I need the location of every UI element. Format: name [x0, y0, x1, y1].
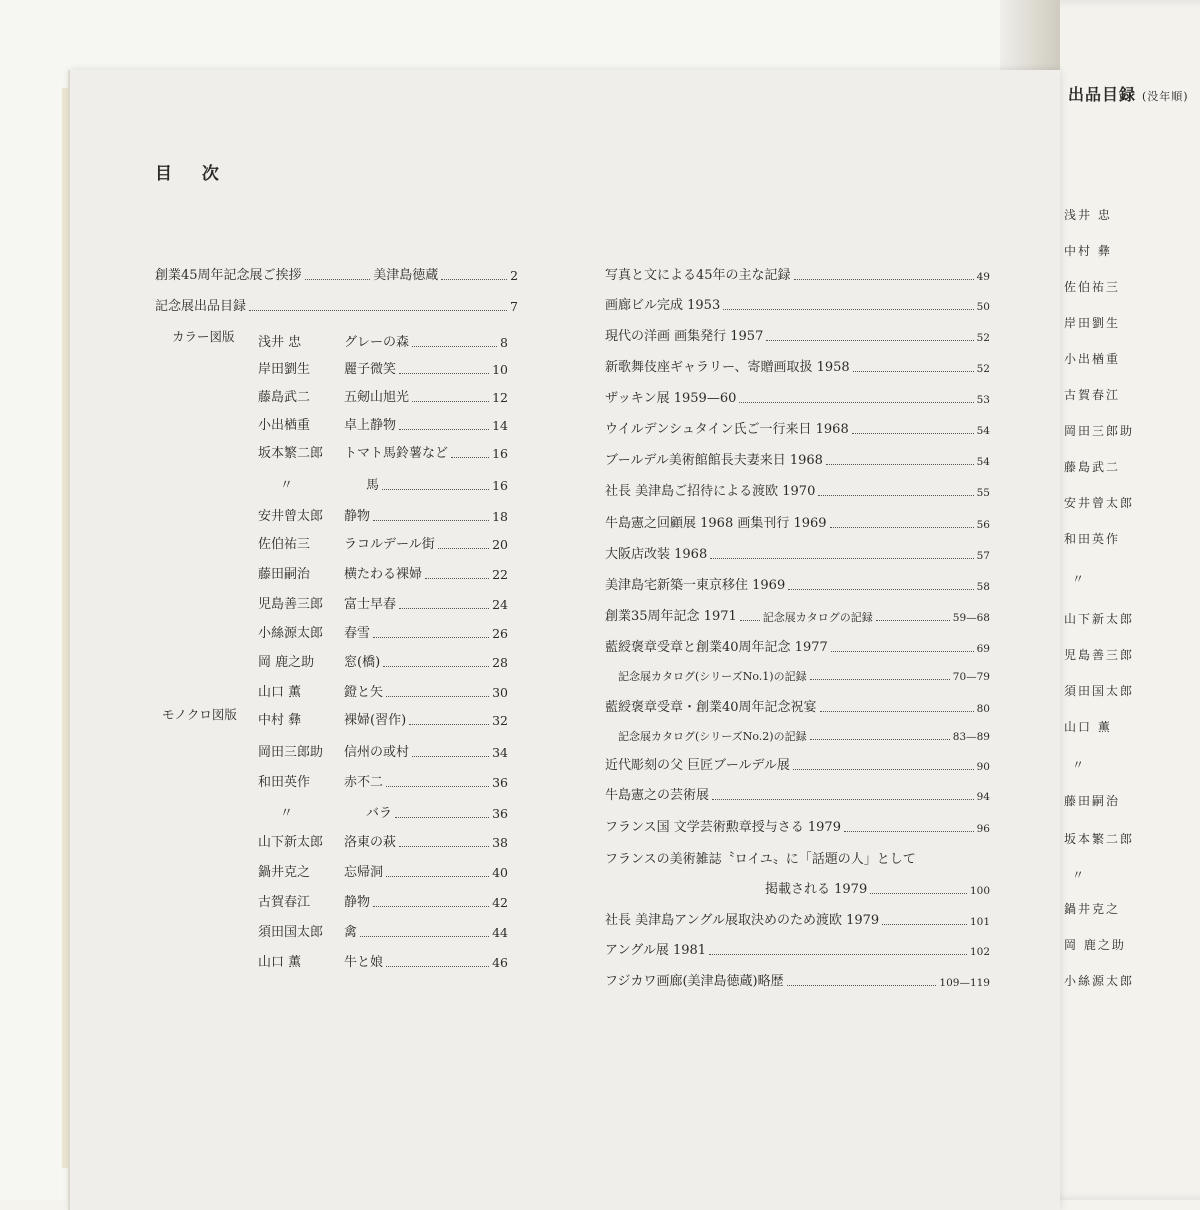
leader-dots	[831, 650, 974, 652]
page-title: 目 次	[155, 164, 231, 184]
leader-dots	[412, 755, 489, 757]
record-entry	[605, 905, 990, 927]
page-number: 34	[492, 744, 508, 760]
record-entry	[605, 935, 990, 957]
page-number: 94	[976, 790, 990, 803]
plate-title: 横たわる裸婦	[344, 567, 423, 582]
page-number: 40	[492, 864, 508, 880]
page-number: 100	[969, 884, 990, 897]
plate-title: 麗子微笑	[344, 362, 397, 377]
leader-dots	[441, 278, 507, 280]
entry-text: 写真と文による45年の主な記録	[605, 268, 791, 283]
facing-name: 岸田劉生	[1064, 316, 1121, 330]
leader-dots	[451, 456, 489, 458]
page-number: 57	[976, 549, 990, 562]
facing-name: 藤田嗣治	[1064, 794, 1121, 808]
plate-title: グレーの森	[344, 335, 410, 350]
plate-artist: 浅井 忠	[258, 335, 302, 350]
plate-artist: 鍋井克之	[258, 865, 311, 880]
entry-text: ザッキン展 1959—60	[605, 391, 737, 406]
entry-text: 藍綬褒章受章と創業40周年記念 1977	[605, 640, 828, 655]
record-entry	[605, 321, 990, 343]
leader-dots	[794, 278, 974, 280]
record-entry	[605, 383, 990, 405]
page-number: 24	[492, 596, 508, 612]
entry-text: 牛島憲之の芸術展	[605, 788, 710, 803]
plate-artist: 小出楢重	[258, 418, 311, 433]
leader-dots	[386, 875, 489, 877]
facing-name: 山下新太郎	[1064, 612, 1135, 626]
plate-entry	[258, 827, 508, 849]
leader-dots	[249, 309, 507, 311]
leader-dots	[386, 695, 489, 697]
facing-name: 〃	[1072, 758, 1085, 772]
plate-title: 窓(橋)	[344, 655, 381, 670]
leader-dots	[830, 526, 974, 528]
page-number: 32	[492, 712, 508, 728]
leader-dots	[882, 923, 967, 925]
page-number: 38	[492, 834, 508, 850]
leader-dots	[412, 345, 497, 347]
leader-dots	[740, 619, 760, 621]
page-number: 12	[492, 389, 508, 405]
page-number: 53	[976, 393, 990, 406]
record-entry	[618, 720, 990, 742]
record-entry	[605, 844, 990, 866]
plate-entry	[258, 705, 508, 727]
plate-artist: 安井曾太郎	[258, 509, 324, 524]
page-number: 2	[510, 267, 519, 283]
plate-artist: 山口 薫	[258, 955, 302, 970]
plate-artist: 藤田嗣治	[258, 567, 311, 582]
entry-text: 新歌舞伎座ギャラリー、寄贈画取扱 1958	[605, 360, 850, 375]
leader-dots	[852, 432, 974, 434]
page-number: 22	[492, 566, 508, 582]
plate-artist: 佐伯祐三	[258, 537, 311, 552]
record-entry	[605, 812, 990, 834]
leader-dots	[386, 965, 489, 967]
plate-artist: 小絲源太郎	[258, 626, 324, 641]
leader-dots	[826, 463, 974, 465]
record-entry	[605, 966, 990, 988]
plate-artist: 和田英作	[258, 775, 311, 790]
plate-entry	[258, 501, 508, 523]
plate-title: バラ	[366, 806, 393, 821]
leader-dots	[788, 588, 973, 590]
page-number: 10	[492, 361, 508, 377]
page-number: 59—68	[952, 611, 990, 624]
page-number: 30	[492, 684, 508, 700]
plate-title: 春雪	[344, 626, 371, 641]
plate-title: 富士早春	[344, 597, 397, 612]
record-entry	[605, 352, 990, 374]
facing-name: 児島善三郎	[1064, 648, 1135, 662]
plate-title: 牛と娘	[344, 955, 384, 970]
leader-dots	[710, 557, 973, 559]
plate-title: トマト馬鈴薯など	[344, 446, 449, 461]
page-number: 50	[976, 300, 990, 313]
plate-title: 洛東の萩	[344, 835, 397, 850]
plate-entry	[258, 438, 508, 460]
plate-entry	[258, 529, 508, 551]
page-number: 69	[976, 642, 990, 655]
plate-artist: 岸田劉生	[258, 362, 311, 377]
facing-name: 藤島武二	[1064, 460, 1121, 474]
plate-artist: 児島善三郎	[258, 597, 324, 612]
facing-name: 〃	[1072, 868, 1085, 882]
leader-dots	[399, 372, 489, 374]
toc-entry	[155, 291, 518, 313]
page-number: 90	[976, 760, 990, 773]
entry-text: 記念展カタログ(シリーズNo.1)の記録	[618, 670, 807, 683]
record-entry	[605, 539, 990, 561]
category-mono-plates: モノクロ図版	[162, 707, 237, 722]
leader-dots	[438, 547, 489, 549]
facing-name: 山口 薫	[1064, 720, 1112, 734]
entry-text: 社長 美津島ご招待による渡欧 1970	[605, 484, 816, 499]
record-entry	[605, 445, 990, 467]
leader-dots	[383, 665, 489, 667]
entry-text: 大阪店改装 1968	[605, 547, 708, 562]
entry-text: 社長 美津島アングル展取決めのため渡欧 1979	[605, 913, 880, 928]
page-number: 102	[969, 945, 990, 958]
plate-entry	[258, 887, 508, 909]
entry-text: フランスの美術雑誌〝ロイユ〟に「話題の人」として	[605, 852, 916, 867]
leader-dots	[723, 308, 973, 310]
entry-author: 美津島徳蔵	[373, 268, 439, 283]
record-entry	[605, 632, 990, 654]
leader-dots	[409, 723, 489, 725]
entry-text: 記念展出品目録	[155, 299, 247, 314]
page-number: 16	[492, 445, 508, 461]
entry-text: 藍綬褒章受章・創業40周年記念祝宴	[605, 700, 817, 715]
facing-subtitle: (没年順)	[1142, 90, 1189, 103]
facing-name: 古賀春江	[1064, 388, 1121, 402]
entry-text: 現代の洋画 画集発行 1957	[605, 329, 764, 344]
record-entry	[605, 750, 990, 772]
page-number: 49	[976, 270, 990, 283]
facing-page-title	[1068, 82, 1189, 105]
page-number: 80	[976, 702, 990, 715]
plate-entry	[258, 917, 508, 939]
leader-dots	[373, 636, 489, 638]
entry-text: 美津島宅新築一東京移住 1969	[605, 578, 786, 593]
plate-title: ラコルデール街	[344, 537, 435, 552]
entry-text: 近代彫刻の父 巨匠ブールデル展	[605, 758, 790, 773]
plate-entry	[258, 327, 508, 349]
plate-entry	[258, 798, 508, 820]
plate-artist: 岡田三郎助	[258, 745, 324, 760]
leader-dots	[382, 488, 489, 490]
leader-dots	[818, 494, 973, 496]
facing-name: 小絲源太郎	[1064, 974, 1135, 988]
plate-title: 静物	[344, 895, 371, 910]
toc-entry	[155, 260, 518, 282]
page-number: 18	[492, 508, 508, 524]
plate-title: 鐙と矢	[344, 685, 384, 700]
leader-dots	[820, 710, 974, 712]
leader-dots	[870, 892, 967, 894]
page-number: 36	[492, 805, 508, 821]
record-entry	[605, 508, 990, 530]
leader-dots	[853, 370, 974, 372]
record-entry	[605, 570, 990, 592]
plate-artist: 中村 彝	[258, 713, 302, 728]
leader-dots	[844, 830, 974, 832]
page-number: 56	[976, 518, 990, 531]
facing-name: 中村 彝	[1064, 244, 1112, 258]
plate-artist: 藤島武二	[258, 390, 311, 405]
leader-dots	[766, 339, 973, 341]
page-number: 52	[976, 331, 990, 344]
leader-dots	[373, 905, 489, 907]
facing-name: 佐伯祐三	[1064, 280, 1121, 294]
facing-name: 浅井 忠	[1064, 208, 1112, 222]
plate-title: 静物	[344, 509, 371, 524]
entry-text: 創業45周年記念展ご挨拶	[155, 268, 302, 283]
leader-dots	[425, 577, 489, 579]
facing-page	[1038, 0, 1200, 1200]
page-number: 44	[492, 924, 508, 940]
plate-title: 忘帰洞	[344, 865, 384, 880]
leader-dots	[712, 798, 974, 800]
page-number: 83—89	[952, 730, 990, 743]
plate-artist: 須田国太郎	[258, 925, 324, 940]
leader-dots	[810, 678, 950, 680]
page-number: 101	[969, 915, 990, 928]
page-number: 109—119	[939, 976, 990, 989]
entry-text: 掲載される 1979	[765, 882, 868, 897]
plate-artist: 山口 薫	[258, 685, 302, 700]
plate-artist: 坂本繁二郎	[258, 446, 324, 461]
record-entry	[765, 874, 990, 896]
leader-dots	[793, 768, 974, 770]
page-number: 14	[492, 417, 508, 433]
leader-dots	[373, 519, 489, 521]
plate-entry	[258, 559, 508, 581]
page-number: 58	[976, 580, 990, 593]
plate-entry	[258, 354, 508, 376]
plate-entry	[258, 857, 508, 879]
entry-text: 記念展カタログ(シリーズNo.2)の記録	[618, 730, 807, 743]
plate-title: 禽	[344, 925, 358, 940]
plate-entry	[258, 589, 508, 611]
record-entry	[605, 260, 990, 282]
entry-text: 画廊ビル完成 1953	[605, 298, 721, 313]
facing-name: 坂本繁二郎	[1064, 832, 1135, 846]
leader-dots	[412, 400, 489, 402]
leader-dots	[399, 845, 489, 847]
page-number: 36	[492, 774, 508, 790]
record-entry	[605, 692, 990, 714]
plate-entry	[258, 947, 508, 969]
plate-title: 裸婦(習作)	[344, 713, 407, 728]
plate-entry	[258, 382, 508, 404]
entry-text: 牛島憲之回顧展 1968 画集刊行 1969	[605, 516, 827, 531]
record-entry	[605, 601, 990, 623]
page-number: 16	[492, 477, 508, 493]
entry-text: ブールデル美術館館長夫妻来日 1968	[605, 453, 823, 468]
record-entry	[605, 476, 990, 498]
plate-artist: 山下新太郎	[258, 835, 324, 850]
plate-title: 卓上静物	[344, 418, 397, 433]
leader-dots	[810, 738, 950, 740]
page-number: 46	[492, 954, 508, 970]
entry-text: ウイルデンシュタイン氏ご一行来日 1968	[605, 422, 849, 437]
plate-title: 信州の或村	[344, 745, 410, 760]
plate-artist: 岡 鹿之助	[258, 655, 315, 670]
plate-artist: 〃	[280, 478, 294, 493]
facing-name: 岡田三郎助	[1064, 424, 1135, 438]
facing-name: 〃	[1072, 572, 1085, 586]
page-number: 28	[492, 654, 508, 670]
plate-entry	[258, 737, 508, 759]
facing-name: 岡 鹿之助	[1064, 938, 1126, 952]
plate-entry	[258, 410, 508, 432]
page-number: 96	[976, 822, 990, 835]
page-number: 55	[976, 486, 990, 499]
plate-title: 五剱山旭光	[344, 390, 410, 405]
leader-dots	[386, 785, 489, 787]
leader-dots	[395, 816, 489, 818]
facing-name: 小出楢重	[1064, 352, 1121, 366]
page-number: 54	[976, 455, 990, 468]
record-entry	[605, 780, 990, 802]
entry-text: フランス国 文学芸術勲章授与さる 1979	[605, 820, 841, 835]
facing-name: 須田国太郎	[1064, 684, 1135, 698]
leader-dots	[787, 984, 937, 986]
plate-entry	[258, 618, 508, 640]
page-number: 70—79	[952, 670, 990, 683]
plate-entry	[258, 767, 508, 789]
record-entry	[605, 290, 990, 312]
plate-entry	[258, 647, 508, 669]
entry-note: 記念展カタログの記録	[762, 611, 873, 624]
facing-name: 和田英作	[1064, 532, 1121, 546]
page-number: 42	[492, 894, 508, 910]
page-number: 52	[976, 362, 990, 375]
facing-title-text: 出品目録	[1068, 85, 1137, 104]
record-entry	[618, 660, 990, 682]
entry-text: アングル展 1981	[605, 943, 707, 958]
plate-title: 赤不二	[344, 775, 384, 790]
plate-entry	[258, 677, 508, 699]
page-number: 26	[492, 625, 508, 641]
plate-title: 馬	[366, 478, 380, 493]
plate-artist: 〃	[280, 806, 294, 821]
facing-name: 鍋井克之	[1064, 902, 1121, 916]
entry-text: フジカワ画廊(美津島徳蔵)略歴	[605, 974, 784, 989]
leader-dots	[876, 619, 950, 621]
category-color-plates: カラー図版	[172, 329, 235, 344]
leader-dots	[360, 935, 489, 937]
entry-text: 創業35周年記念 1971	[605, 609, 737, 624]
leader-dots	[709, 953, 967, 955]
record-entry	[605, 414, 990, 436]
facing-name: 安井曾太郎	[1064, 496, 1135, 510]
leader-dots	[739, 401, 973, 403]
leader-dots	[399, 428, 489, 430]
leader-dots	[305, 278, 371, 280]
plate-entry	[258, 470, 508, 492]
leader-dots	[399, 607, 489, 609]
page-number: 8	[500, 334, 508, 350]
plate-artist: 古賀春江	[258, 895, 311, 910]
page-number: 7	[510, 298, 518, 314]
page-number: 54	[976, 424, 990, 437]
page-number: 20	[492, 536, 508, 552]
